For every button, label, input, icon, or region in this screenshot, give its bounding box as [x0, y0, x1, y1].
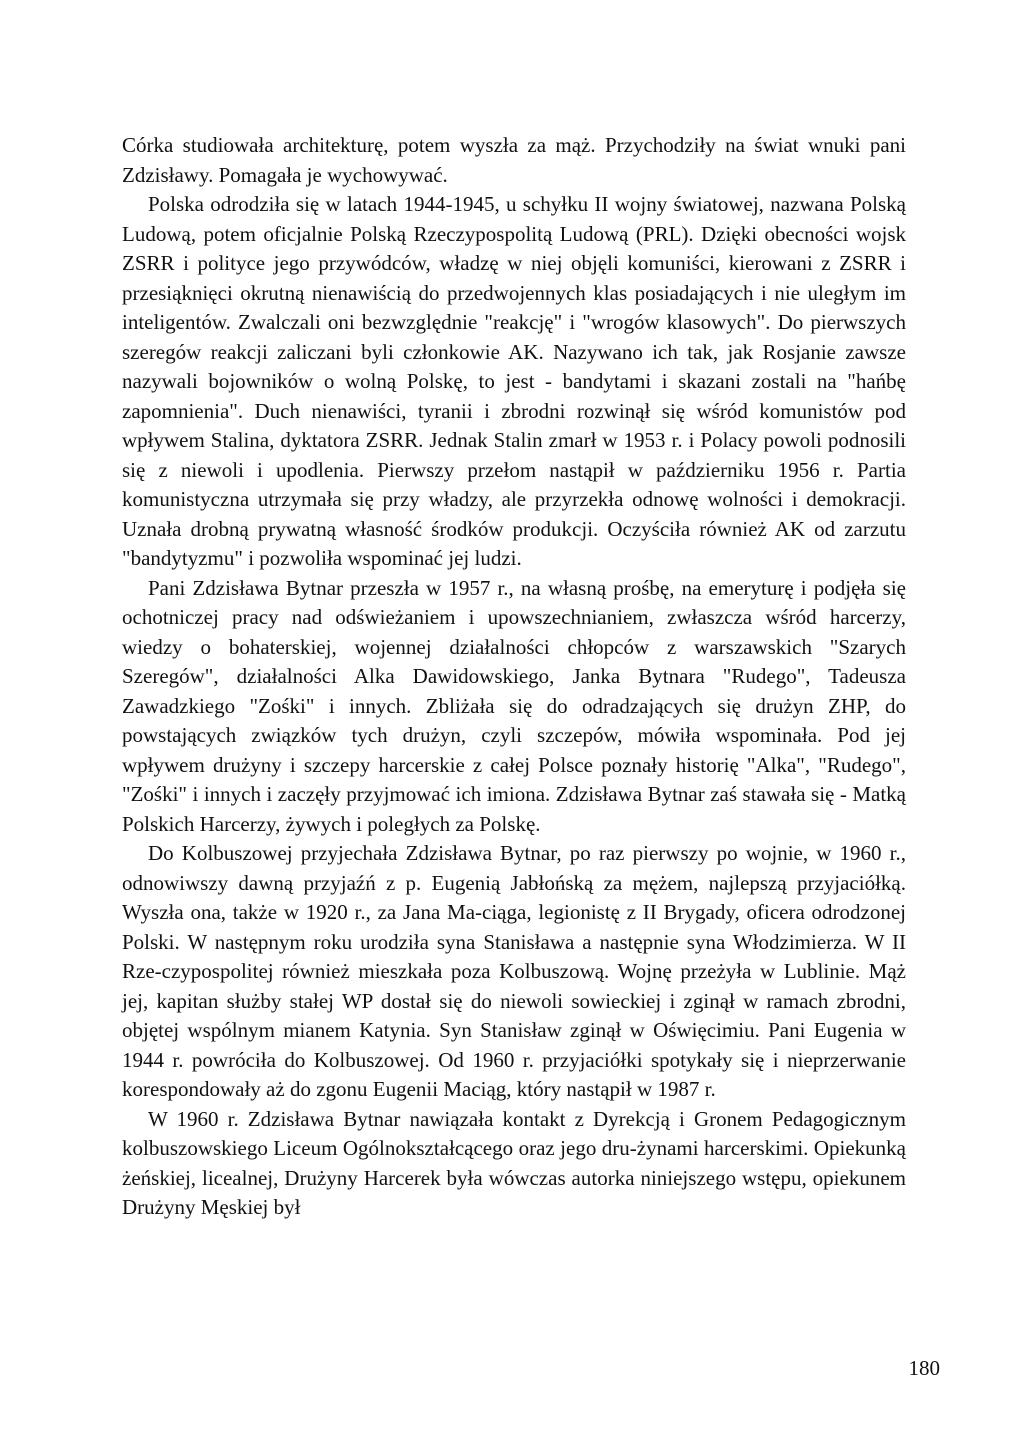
paragraph-4: Do Kolbuszowej przyjechała Zdzisława Bytnar, po raz pierwszy po wojnie, w 1960 r., odnowiwszy dawną przyjaźń z p. Eugenią Jabłońską za mężem, najlepszą przyjaciółką. Wyszła ona, także w 1920 r., za Jana Ma-ciąga, legionistę z II Brygady, oficera odrodzonej Polski. W następnym roku urodziła syna Stanisława a następnie syna Włodzimierza. W II Rze-czypospolitej również mieszkała poza Kolbuszową. Wojnę przeżyła w Lublinie. Mąż jej, kapitan służby stałej WP dostał się do niewoli sowieckiej i zginął w ramach zbrodni, objętej wspólnym mianem Katynia. Syn Stanisław zginął w Oświęcimiu. Pani Eugenia w 1944 r. powróciła do Kolbuszowej. Od 1960 r. przyjaciółki spotykały się i nieprzerwanie korespondowały aż do zgonu Eugenii Maciąg, który nastąpił w 1987 r.: [122, 841, 906, 1101]
paragraph-3: Pani Zdzisława Bytnar przeszła w 1957 r., na własną prośbę, na emeryturę i podjęła się ochotniczej pracy nad odświeżaniem i upowszechnianiem, zwłaszcza wśród harcerzy, wiedzy o bohaterskiej, wojennej działalności chłopców z warszawskich "Szarych Szeregów", działalności Alka Dawidowskiego, Janka Bytnara "Rudego", Tadeusza Zawadzkiego "Zośki" i innych. Zbliżała się do odradzających się drużyn ZHP, do powstających związków tych drużyn, czyli szczepów, mówiła wspominała. Pod jej wpływem drużyny i szczepy harcerskie z całej Polsce poznały historię "Alka", "Rudego", "Zośki" i innych i zaczęły przyjmować ich imiona. Zdzisława Bytnar zaś stawała się - Matką Polskich Harcerzy, żywych i poległych za Polskę.: [122, 575, 906, 836]
body-text: [122, 131, 906, 1223]
page-number: 180: [908, 1356, 940, 1380]
paragraph-1: Córka studiowała architekturę, potem wyszła za mąż. Przychodziły na świat wnuki pani Zdzisławy. Pomagała je wychowywać.: [122, 133, 906, 187]
paragraph-2: Polska odrodziła się w latach 1944-1945, u schyłku II wojny światowej, nazwana Polską Ludową, potem oficjalnie Polską Rzeczypospolitą Ludową (PRL). Dzięki obecności wojsk ZSRR i polityce jego przywódców, władzę w niej objęli komuniści, kierowani z ZSRR i przesiąknięci okrutną nienawiścią do przedwojennych klas posiadających i nie uległym im inteligentów. Zwalczali oni bezwzględnie "reakcję" i "wrogów klasowych". Do pierwszych szeregów reakcji zaliczani byli członkowie AK. Nazywano ich tak, jak Rosjanie zawsze nazywali bojowników o wolną Polskę, to jest - bandytami i skazani zostali na "hańbę zapomnienia". Duch nienawiści, tyranii i zbrodni rozwinął się wśród komunistów pod wpływem Stalina, dyktatora ZSRR. Jednak Stalin zmarł w 1953 r. i Polacy powoli podnosili się z niewoli i upodlenia. Pierwszy przełom nastąpił w październiku 1956 r. Partia komunistyczna utrzymała się przy władzy, ale przyrzekła odnowę wolności i demokracji. Uznała drobną prywatną własność środków produkcji. Oczyściła również AK od zarzutu "bandytyzmu" i pozwoliła wspominać jej ludzi.: [122, 192, 906, 570]
paragraph-5: W 1960 r. Zdzisława Bytnar nawiązała kontakt z Dyrekcją i Gronem Pedagogicznym kolbuszowskiego Liceum Ogólnokształcącego oraz jego dru-żynami harcerskimi. Opiekunką żeńskiej, licealnej, Drużyny Harcerek była wówczas autorka niniejszego wstępu, opiekunem Drużyny Męskiej był: [122, 1106, 906, 1219]
